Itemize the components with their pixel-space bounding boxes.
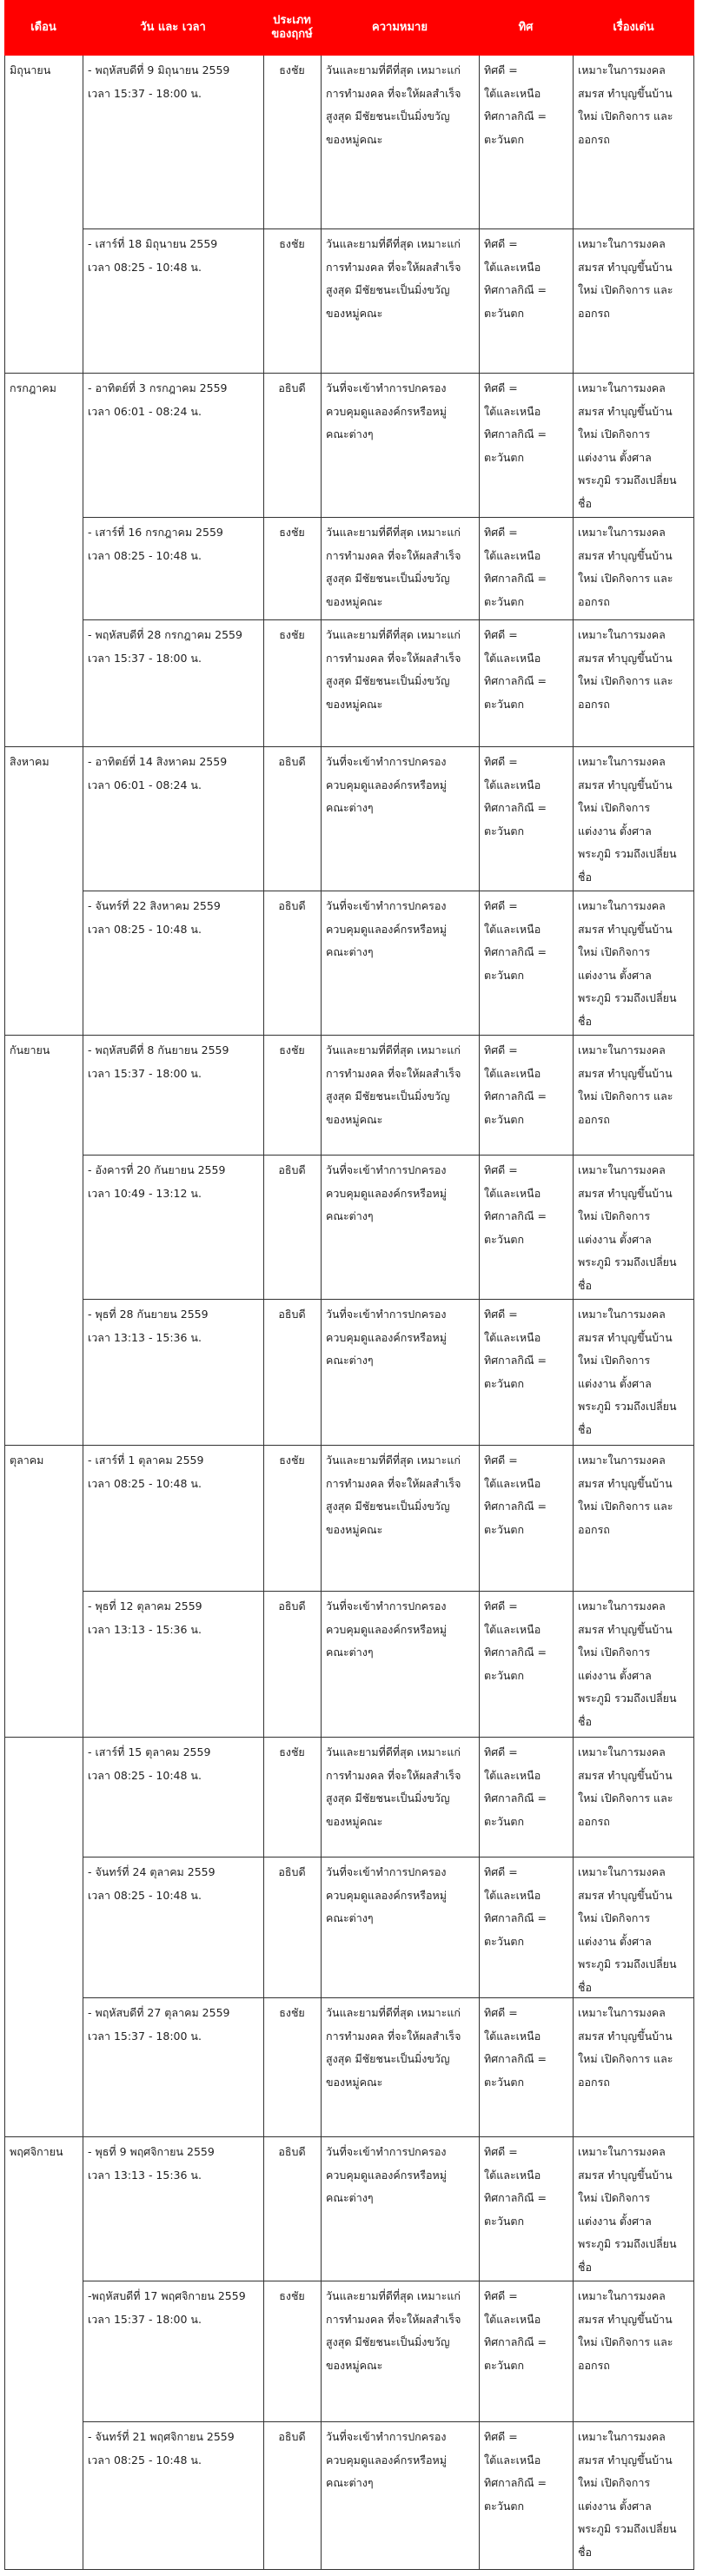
highlight-cell: เหมาะในการมงคล สมรส ทำบุญขึ้นบ้าน ใหม่ เปิดกิจการ และ ออกรถ [578, 63, 673, 146]
datetime-cell: - พฤหัสบดีที่ 8 กันยายน 2559 เวลา 15:37 - 18:00 น. [88, 1043, 229, 1080]
datetime-cell: - จันทร์ที่ 21 พฤศจิกายน 2559 เวลา 08:25 - 10:48 น. [88, 2430, 235, 2467]
type-cell: ธงชัย [279, 2006, 305, 2019]
direction-cell: ทิศดี = ใต้และเหนือ ทิศกาลกิณี = ตะวันตก [484, 755, 547, 838]
direction-cell: ทิศดี = ใต้และเหนือ ทิศกาลกิณี = ตะวันตก [484, 1745, 547, 1828]
highlight-cell: เหมาะในการมงคล สมรส ทำบุญขึ้นบ้าน ใหม่ เปิดกิจการ และ ออกรถ [578, 2289, 673, 2372]
highlight-cell: เหมาะในการมงคล สมรส ทำบุญขึ้นบ้าน ใหม่ เปิดกิจการ แต่งงาน ตั้งศาล พระภูมิ รวมถึงเปลี่ยน ชื่อ [578, 381, 677, 510]
month-cell: สิงหาคม [10, 755, 50, 768]
meaning-header: ความหมาย [321, 0, 479, 56]
type-cell: ธงชัย [279, 628, 305, 641]
datetime-cell: - อาทิตย์ที่ 3 กรกฎาคม 2559 เวลา 06:01 - 08:24 น. [88, 381, 228, 418]
meaning-cell: วันที่จะเข้าทำการปกครอง ควบคุมดูแลองค์กรหรือหมู่ คณะต่างๆ [326, 1163, 447, 1222]
row-divider [4, 373, 694, 374]
highlight-header: เรื่องเด่น [573, 0, 694, 56]
row-divider [83, 1299, 694, 1300]
type-cell: ธงชัย [279, 1454, 305, 1467]
highlight-cell: เหมาะในการมงคล สมรส ทำบุญขึ้นบ้าน ใหม่ เปิดกิจการ และ ออกรถ [578, 1745, 673, 1828]
datetime-cell: - พุธที่ 28 กันยายน 2559 เวลา 13:13 - 15:36 น. [88, 1308, 209, 1344]
direction-cell: ทิศดี = ใต้และเหนือ ทิศกาลกิณี = ตะวันตก [484, 526, 547, 608]
row-divider [4, 2569, 694, 2570]
date-time-header: วัน และ เวลา [83, 0, 263, 56]
highlight-cell: เหมาะในการมงคล สมรส ทำบุญขึ้นบ้าน ใหม่ เปิดกิจการ แต่งงาน ตั้งศาล พระภูมิ รวมถึงเปลี่ยน ชื่อ [578, 755, 677, 884]
row-divider [4, 1737, 694, 1738]
month-header: เดือน [4, 0, 83, 56]
direction-cell: ทิศดี = ใต้และเหนือ ทิศกาลกิณี = ตะวันตก [484, 628, 547, 711]
direction-cell: ทิศดี = ใต้และเหนือ ทิศกาลกิณี = ตะวันตก [484, 1308, 547, 1390]
column-divider [573, 56, 574, 2570]
row-divider [83, 619, 694, 620]
highlight-cell: เหมาะในการมงคล สมรส ทำบุญขึ้นบ้าน ใหม่ เปิดกิจการ และ ออกรถ [578, 1454, 673, 1536]
datetime-cell: - พุธที่ 12 ตุลาคม 2559 เวลา 13:13 - 15:36 น. [88, 1599, 202, 1636]
direction-cell: ทิศดี = ใต้และเหนือ ทิศกาลกิณี = ตะวันตก [484, 1163, 547, 1246]
type-cell: ธงชัย [279, 526, 305, 539]
meaning-cell: วันและยามที่ดีที่สุด เหมาะแก่ การทำมงคล ที่จะให้ผลสำเร็จ สูงสุด มีชัยชนะเป็นมิ่งขวัญ ของหมู่คณะ [326, 1745, 461, 1828]
meaning-cell: วันและยามที่ดีที่สุด เหมาะแก่ การทำมงคล ที่จะให้ผลสำเร็จ สูงสุด มีชัยชนะเป็นมิ่งขวัญ ของหมู่คณะ [326, 237, 461, 320]
highlight-cell: เหมาะในการมงคล สมรส ทำบุญขึ้นบ้าน ใหม่ เปิดกิจการ แต่งงาน ตั้งศาล พระภูมิ รวมถึงเปลี่ยน ชื่อ [578, 1163, 677, 1292]
meaning-cell: วันที่จะเข้าทำการปกครอง ควบคุมดูแลองค์กรหรือหมู่ คณะต่างๆ [326, 755, 447, 814]
datetime-cell: - จันทร์ที่ 24 ตุลาคม 2559 เวลา 08:25 - 10:48 น. [88, 1865, 216, 1902]
direction-cell: ทิศดี = ใต้และเหนือ ทิศกาลกิณี = ตะวันตก [484, 2289, 547, 2372]
meaning-cell: วันที่จะเข้าทำการปกครอง ควบคุมดูแลองค์กรหรือหมู่ คณะต่างๆ [326, 1599, 447, 1659]
row-divider [83, 1591, 694, 1592]
type-cell: อธิบดี [278, 1599, 306, 1612]
datetime-cell: - เสาร์ที่ 15 ตุลาคม 2559 เวลา 08:25 - 10:48 น. [88, 1745, 211, 1782]
direction-header: ทิศ [479, 0, 573, 56]
meaning-cell: วันและยามที่ดีที่สุด เหมาะแก่ การทำมงคล ที่จะให้ผลสำเร็จ สูงสุด มีชัยชนะเป็นมิ่งขวัญ ของหมู่คณะ [326, 526, 461, 608]
datetime-cell: - พฤหัสบดีที่ 27 ตุลาคม 2559 เวลา 15:37 - 18:00 น. [88, 2006, 230, 2043]
row-divider [4, 1445, 694, 1446]
highlight-cell: เหมาะในการมงคล สมรส ทำบุญขึ้นบ้าน ใหม่ เปิดกิจการ และ ออกรถ [578, 628, 673, 711]
datetime-cell: - พุธที่ 9 พฤศจิกายน 2559 เวลา 13:13 - 15:36 น. [88, 2145, 215, 2182]
row-divider [83, 1857, 694, 1858]
meaning-cell: วันและยามที่ดีที่สุด เหมาะแก่ การทำมงคล ที่จะให้ผลสำเร็จ สูงสุด มีชัยชนะเป็นมิ่งขวัญ ของหมู่คณะ [326, 63, 461, 146]
highlight-cell: เหมาะในการมงคล สมรส ทำบุญขึ้นบ้าน ใหม่ เปิดกิจการ แต่งงาน ตั้งศาล พระภูมิ รวมถึงเปลี่ยน ชื่อ [578, 899, 677, 1028]
meaning-cell: วันและยามที่ดีที่สุด เหมาะแก่ การทำมงคล ที่จะให้ผลสำเร็จ สูงสุด มีชัยชนะเป็นมิ่งขวัญ ของหมู่คณะ [326, 1043, 461, 1126]
column-divider [321, 56, 322, 2570]
highlight-cell: เหมาะในการมงคล สมรส ทำบุญขึ้นบ้าน ใหม่ เปิดกิจการ และ ออกรถ [578, 2006, 673, 2089]
direction-cell: ทิศดี = ใต้และเหนือ ทิศกาลกิณี = ตะวันตก [484, 63, 547, 146]
datetime-cell: - เสาร์ที่ 16 กรกฎาคม 2559 เวลา 08:25 - 10:48 น. [88, 526, 223, 562]
direction-cell: ทิศดี = ใต้และเหนือ ทิศกาลกิณี = ตะวันตก [484, 237, 547, 320]
column-divider [4, 56, 5, 2570]
highlight-cell: เหมาะในการมงคล สมรส ทำบุญขึ้นบ้าน ใหม่ เปิดกิจการ และ ออกรถ [578, 1043, 673, 1126]
datetime-cell: - พฤหัสบดีที่ 28 กรกฎาคม 2559 เวลา 15:37 - 18:00 น. [88, 628, 242, 665]
datetime-cell: - อาทิตย์ที่ 14 สิงหาคม 2559 เวลา 06:01 - 08:24 น. [88, 755, 228, 791]
row-divider [4, 1035, 694, 1036]
highlight-cell: เหมาะในการมงคล สมรส ทำบุญขึ้นบ้าน ใหม่ เปิดกิจการ แต่งงาน ตั้งศาล พระภูมิ รวมถึงเปลี่ยน ชื่อ [578, 1308, 677, 1436]
type-cell: ธงชัย [279, 63, 305, 76]
direction-cell: ทิศดี = ใต้และเหนือ ทิศกาลกิณี = ตะวันตก [484, 899, 547, 982]
datetime-cell: - จันทร์ที่ 22 สิงหาคม 2559 เวลา 08:25 - 10:48 น. [88, 899, 221, 936]
highlight-cell: เหมาะในการมงคล สมรส ทำบุญขึ้นบ้าน ใหม่ เปิดกิจการ แต่งงาน ตั้งศาล พระภูมิ รวมถึงเปลี่ยน ชื่อ [578, 2145, 677, 2274]
direction-cell: ทิศดี = ใต้และเหนือ ทิศกาลกิณี = ตะวันตก [484, 1599, 547, 1682]
row-divider [4, 746, 694, 747]
highlight-cell: เหมาะในการมงคล สมรส ทำบุญขึ้นบ้าน ใหม่ เปิดกิจการ แต่งงาน ตั้งศาล พระภูมิ รวมถึงเปลี่ยน ชื่อ [578, 1865, 677, 1994]
month-cell: กันยายน [10, 1043, 50, 1056]
row-divider [4, 2136, 694, 2137]
direction-cell: ทิศดี = ใต้และเหนือ ทิศกาลกิณี = ตะวันตก [484, 2430, 547, 2513]
type-cell: อธิบดี [278, 755, 306, 768]
meaning-cell: วันที่จะเข้าทำการปกครอง ควบคุมดูแลองค์กรหรือหมู่ คณะต่างๆ [326, 2145, 447, 2204]
meaning-cell: วันที่จะเข้าทำการปกครอง ควบคุมดูแลองค์กรหรือหมู่ คณะต่างๆ [326, 899, 447, 958]
highlight-cell: เหมาะในการมงคล สมรส ทำบุญขึ้นบ้าน ใหม่ เปิดกิจการ แต่งงาน ตั้งศาล พระภูมิ รวมถึงเปลี่ยน ชื่อ [578, 1599, 677, 1728]
direction-cell: ทิศดี = ใต้และเหนือ ทิศกาลกิณี = ตะวันตก [484, 1865, 547, 1948]
meaning-cell: วันที่จะเข้าทำการปกครอง ควบคุมดูแลองค์กรหรือหมู่ คณะต่างๆ [326, 1865, 447, 1924]
datetime-cell: - พฤหัสบดีที่ 9 มิถุนายน 2559 เวลา 15:37 - 18:00 น. [88, 63, 230, 100]
type-cell: อธิบดี [278, 1865, 306, 1878]
meaning-cell: วันและยามที่ดีที่สุด เหมาะแก่ การทำมงคล ที่จะให้ผลสำเร็จ สูงสุด มีชัยชนะเป็นมิ่งขวัญ ของหมู่คณะ [326, 1454, 461, 1536]
datetime-cell: - เสาร์ที่ 1 ตุลาคม 2559 เวลา 08:25 - 10:48 น. [88, 1454, 204, 1490]
row-divider [83, 1155, 694, 1156]
type-cell: อธิบดี [278, 899, 306, 912]
datetime-cell: - อังคารที่ 20 กันยายน 2559 เวลา 10:49 - 13:12 น. [88, 1163, 226, 1200]
month-cell: กรกฎาคม [10, 381, 56, 394]
datetime-cell: -พฤหัสบดีที่ 17 พฤศจิกายน 2559 เวลา 15:37 - 18:00 น. [88, 2289, 246, 2326]
type-cell: ธงชัย [279, 1745, 305, 1758]
meaning-cell: วันและยามที่ดีที่สุด เหมาะแก่ การทำมงคล ที่จะให้ผลสำเร็จ สูงสุด มีชัยชนะเป็นมิ่งขวัญ ของหมู่คณะ [326, 628, 461, 711]
type-cell: อธิบดี [278, 2430, 306, 2443]
meaning-cell: วันและยามที่ดีที่สุด เหมาะแก่ การทำมงคล ที่จะให้ผลสำเร็จ สูงสุด มีชัยชนะเป็นมิ่งขวัญ ของหมู่คณะ [326, 2289, 461, 2372]
type-cell: อธิบดี [278, 1308, 306, 1321]
highlight-cell: เหมาะในการมงคล สมรส ทำบุญขึ้นบ้าน ใหม่ เปิดกิจการ และ ออกรถ [578, 237, 673, 320]
direction-cell: ทิศดี = ใต้และเหนือ ทิศกาลกิณี = ตะวันตก [484, 381, 547, 464]
column-divider [263, 56, 264, 2570]
highlight-cell: เหมาะในการมงคล สมรส ทำบุญขึ้นบ้าน ใหม่ เปิดกิจการ และ ออกรถ [578, 526, 673, 608]
meaning-cell: วันที่จะเข้าทำการปกครอง ควบคุมดูแลองค์กรหรือหมู่ คณะต่างๆ [326, 1308, 447, 1367]
highlight-cell: เหมาะในการมงคล สมรส ทำบุญขึ้นบ้าน ใหม่ เปิดกิจการ แต่งงาน ตั้งศาล พระภูมิ รวมถึงเปลี่ยน ชื่อ [578, 2430, 677, 2559]
row-divider [83, 517, 694, 518]
direction-cell: ทิศดี = ใต้และเหนือ ทิศกาลกิณี = ตะวันตก [484, 2006, 547, 2089]
column-divider [479, 56, 480, 2570]
column-divider [693, 56, 694, 2570]
direction-cell: ทิศดี = ใต้และเหนือ ทิศกาลกิณี = ตะวันตก [484, 1454, 547, 1536]
auspicious-days-table [4, 0, 694, 2570]
type-header: ประเภท ของฤกษ์ [263, 0, 321, 56]
meaning-cell: วันและยามที่ดีที่สุด เหมาะแก่ การทำมงคล ที่จะให้ผลสำเร็จ สูงสุด มีชัยชนะเป็นมิ่งขวัญ ของหมู่คณะ [326, 2006, 461, 2089]
direction-cell: ทิศดี = ใต้และเหนือ ทิศกาลกิณี = ตะวันตก [484, 2145, 547, 2228]
meaning-cell: วันที่จะเข้าทำการปกครอง ควบคุมดูแลองค์กรหรือหมู่ คณะต่างๆ [326, 2430, 447, 2489]
type-cell: อธิบดี [278, 381, 306, 394]
row-divider [83, 228, 694, 229]
row-divider [83, 2421, 694, 2422]
month-cell: มิถุนายน [10, 63, 51, 76]
type-cell: อธิบดี [278, 1163, 306, 1176]
datetime-cell: - เสาร์ที่ 18 มิถุนายน 2559 เวลา 08:25 - 10:48 น. [88, 237, 218, 274]
month-cell: ตุลาคม [10, 1454, 44, 1467]
type-cell: ธงชัย [279, 237, 305, 250]
row-divider [83, 1997, 694, 1998]
type-cell: ธงชัย [279, 2289, 305, 2302]
meaning-cell: วันที่จะเข้าทำการปกครอง ควบคุมดูแลองค์กรหรือหมู่ คณะต่างๆ [326, 381, 447, 440]
type-cell: อธิบดี [278, 2145, 306, 2158]
month-cell: พฤศจิกายน [10, 2145, 63, 2158]
type-cell: ธงชัย [279, 1043, 305, 1056]
direction-cell: ทิศดี = ใต้และเหนือ ทิศกาลกิณี = ตะวันตก [484, 1043, 547, 1126]
